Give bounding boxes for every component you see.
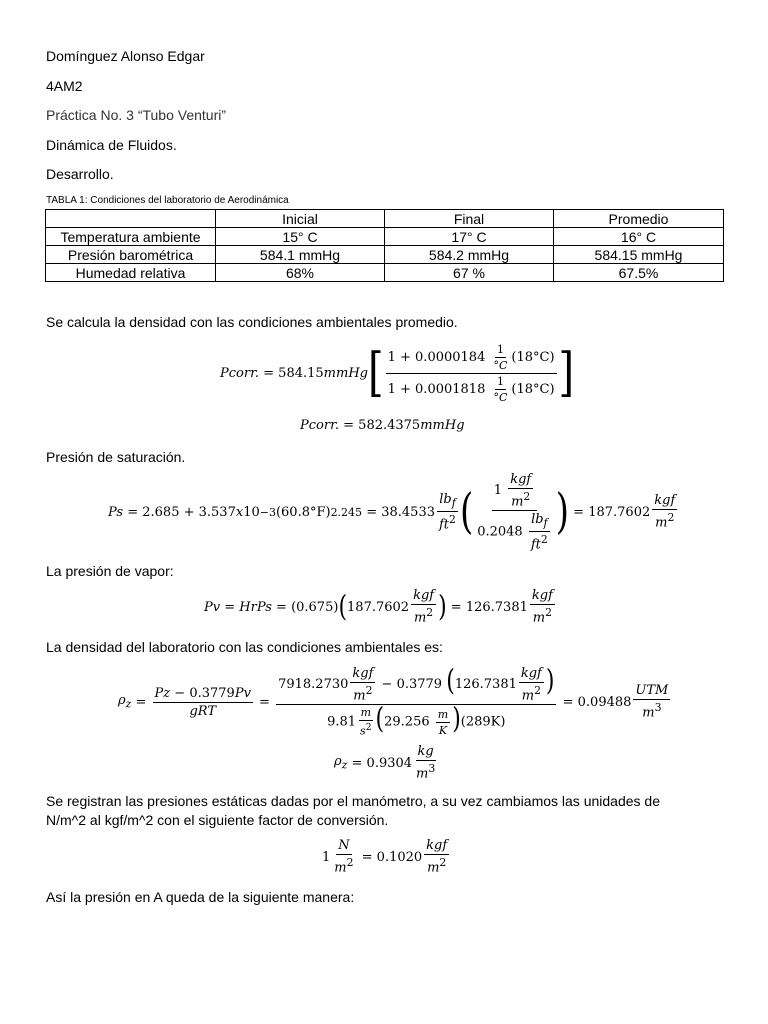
- eq-number: (60.8°F): [275, 504, 331, 520]
- eq-fraction: $\frac{\text{kgf}}{m^2}$: [413, 588, 435, 626]
- table-cell: Humedad relativa: [46, 264, 216, 282]
- eq-number: 9.81: [327, 714, 357, 730]
- eq-number: 0.2048: [477, 524, 523, 540]
- conditions-table: [45, 209, 724, 282]
- eq-number: 0.9304: [366, 755, 413, 771]
- table-cell: Temperatura ambiente: [46, 228, 216, 246]
- eq-fraction: $\frac{\text{kgf}}{m^2}$: [426, 838, 448, 876]
- equation-rho-result: $\rho_z$ = 0.9304 $\frac{kg}{m^3}$: [334, 744, 436, 782]
- table-cell: Presión barométrica: [46, 246, 216, 264]
- equation-pcorr: Pcorr. = 584.15 mmHg [ 1 + 0.0000184 $\frac{1}{^\circ C}$ (18°C) 1 + 0.0001818 $\frac{1}{^\circ C}$ (18°C) ]: [220, 342, 575, 404]
- equation-ps: Ps = 2.685 + 3.537 x 10 −3 (60.8°F) 2.245 = 38.4533 $\frac{lb_f}{ft^2}$ ( 1 $\frac{\text{kgf}}{m^2}$ 0.2048 $\frac{lb_f}{ft^2}$ ) = 187.7602 $\frac{\text{kgf}}{m^2}$: [108, 471, 676, 553]
- table-cell: 584.2 mmHg: [385, 246, 554, 264]
- table-caption: TABLA 1: Condiciones del laboratorio de Aerodinámica: [46, 195, 289, 206]
- table-header-cell: [46, 210, 216, 228]
- paragraph-density-lab: La densidad del laboratorio con las condiciones ambientales es:: [46, 639, 443, 655]
- eq-number: 0.3779: [396, 677, 443, 693]
- table-cell: 67.5%: [554, 264, 724, 282]
- table-cell: 67 %: [385, 264, 554, 282]
- eq-number: 187.7602: [347, 599, 410, 615]
- eq-symbol: Ps: [108, 504, 124, 520]
- eq-number: 126.7381: [465, 599, 528, 615]
- eq-symbol: HrPs: [239, 599, 272, 615]
- eq-number: (18°C): [511, 349, 555, 365]
- eq-fraction: 7918.2730 $\frac{\text{kgf}}{m^2}$ − 0.3779 (126.7381 $\frac{\text{kgf}}{m^2}$ ) 9.81 $\frac{m}{s^2}$ (29.256 $\frac{m}{K}$ )(289K): [278, 665, 555, 738]
- eq-number: 29.256: [384, 714, 430, 730]
- eq-fraction: $\frac{\text{kgf}}{m^2}$: [654, 493, 676, 531]
- eq-fraction: $\frac{\text{UTM}}{m^3}$: [635, 683, 669, 721]
- eq-symbol: Pcorr.: [300, 418, 339, 433]
- paragraph-pressure-a: Así la presión en A queda de la siguiente manera:: [46, 889, 355, 905]
- paragraph-density-intro: Se calcula la densidad con las condiciones ambientales promedio.: [46, 314, 458, 330]
- right-bracket: ]: [558, 343, 575, 403]
- paragraph-vapor: La presión de vapor:: [46, 563, 174, 579]
- equation-pv: Pv = HrPs = (0.675) ( 187.7602 $\frac{\text{kgf}}{m^2}$ ) = 126.7381 $\frac{\text{kgf}}{m^2}$: [204, 588, 553, 626]
- section-title: Desarrollo.: [46, 166, 114, 182]
- eq-number: 0.09488: [577, 694, 632, 710]
- table-cell: 584.1 mmHg: [216, 246, 385, 264]
- table-header-cell: Promedio: [554, 210, 724, 228]
- eq-symbol: Pcorr.: [220, 365, 259, 381]
- eq-number: 10: [243, 504, 260, 520]
- eq-number: 582.4375: [358, 418, 421, 433]
- left-paren: (: [459, 484, 474, 540]
- eq-number: (289K): [460, 714, 506, 730]
- eq-fraction: 1 $\frac{\text{kgf}}{m^2}$ 0.2048 $\frac{lb_f}{ft^2}$: [477, 471, 548, 553]
- eq-number: 7918.2730: [278, 677, 349, 693]
- paragraph-pressures-2: N/m^2 al kgf/m^2 con el siguiente factor de conversión.: [46, 812, 389, 828]
- left-paren: (: [338, 590, 348, 624]
- subject-name: Dinámica de Fluidos.: [46, 137, 177, 153]
- table-cell: 17° C: [385, 228, 554, 246]
- eq-number: 0.3779: [189, 685, 235, 701]
- eq-fraction: $\frac{lb_f}{ft^2}$: [439, 492, 456, 532]
- practice-title: Práctica No. 3 “Tubo Venturi”: [46, 107, 227, 123]
- table-cell: 584.15 mmHg: [554, 246, 724, 264]
- table-header-cell: Final: [385, 210, 554, 228]
- eq-number: 1 + 0.0001818: [387, 381, 486, 397]
- eq-number: (18°C): [511, 381, 555, 397]
- eq-number: 584.15: [278, 365, 324, 381]
- group-code: 4AM2: [46, 78, 83, 94]
- equation-rho: $\rho_z$ = $\frac{Pz - 0.3779Pv}{\text{gRT}}$ = 7918.2730 $\frac{\text{kgf}}{m^2}$ − 0.3779 (126.7381 $\frac{\text{kgf}}{m^2}$ ) 9.81 $\frac{m}{s^2}$ (29.256 $\frac{m}{K}$ )(289K) = 0.09488 $\frac{\text{UTM}}{m^3}$: [118, 665, 669, 738]
- eq-unit: mmHg: [323, 365, 368, 381]
- eq-exponent: −3: [259, 505, 276, 519]
- eq-unit: mmHg: [420, 418, 465, 433]
- eq-number: 1 + 0.0000184: [387, 349, 486, 365]
- table-header-cell: Inicial: [216, 210, 385, 228]
- eq-fraction: $\frac{\text{kgf}}{m^2}$: [531, 588, 553, 626]
- left-bracket: [: [368, 343, 384, 403]
- eq-number: 38.4533: [381, 504, 435, 520]
- right-paren: ): [438, 590, 447, 624]
- eq-number: (0.675): [291, 599, 339, 615]
- eq-number: 0.1020: [376, 849, 423, 865]
- eq-fraction: $\frac{Pz - 0.3779Pv}{\text{gRT}}$: [154, 685, 251, 719]
- eq-number: 126.7381: [454, 677, 517, 693]
- eq-fraction: $\frac{kg}{m^3}$: [416, 744, 436, 782]
- table-header-row: [46, 210, 724, 228]
- table-cell: 16° C: [554, 228, 724, 246]
- eq-symbol: x: [235, 504, 244, 520]
- eq-symbol: Pv: [204, 599, 221, 615]
- table-cell: 15° C: [216, 228, 385, 246]
- author-name: Domínguez Alonso Edgar: [46, 48, 205, 64]
- equation-pcorr-result: Pcorr. = 582.4375 mmHg: [300, 418, 465, 433]
- table-cell: 68%: [216, 264, 385, 282]
- table-row: [46, 228, 724, 246]
- right-paren: ): [555, 484, 570, 540]
- eq-number: 187.7602: [588, 504, 651, 520]
- equation-conversion: 1 $\frac{N}{m^2}$ = 0.1020 $\frac{\text{kgf}}{m^2}$: [322, 838, 448, 876]
- eq-fraction: $\frac{N}{m^2}$: [334, 838, 354, 876]
- eq-number: 2.685 + 3.537: [142, 504, 236, 520]
- eq-exponent: 2.245: [330, 505, 363, 519]
- table-row: [46, 264, 724, 282]
- paragraph-saturation: Presión de saturación.: [46, 449, 186, 465]
- paragraph-pressures-1: Se registran las presiones estáticas dadas por el manómetro, a su vez cambiamos las unidades de: [46, 793, 660, 809]
- table-row: [46, 246, 724, 264]
- eq-fraction: 1 + 0.0000184 $\frac{1}{^\circ C}$ (18°C) 1 + 0.0001818 $\frac{1}{^\circ C}$ (18°C): [387, 342, 555, 404]
